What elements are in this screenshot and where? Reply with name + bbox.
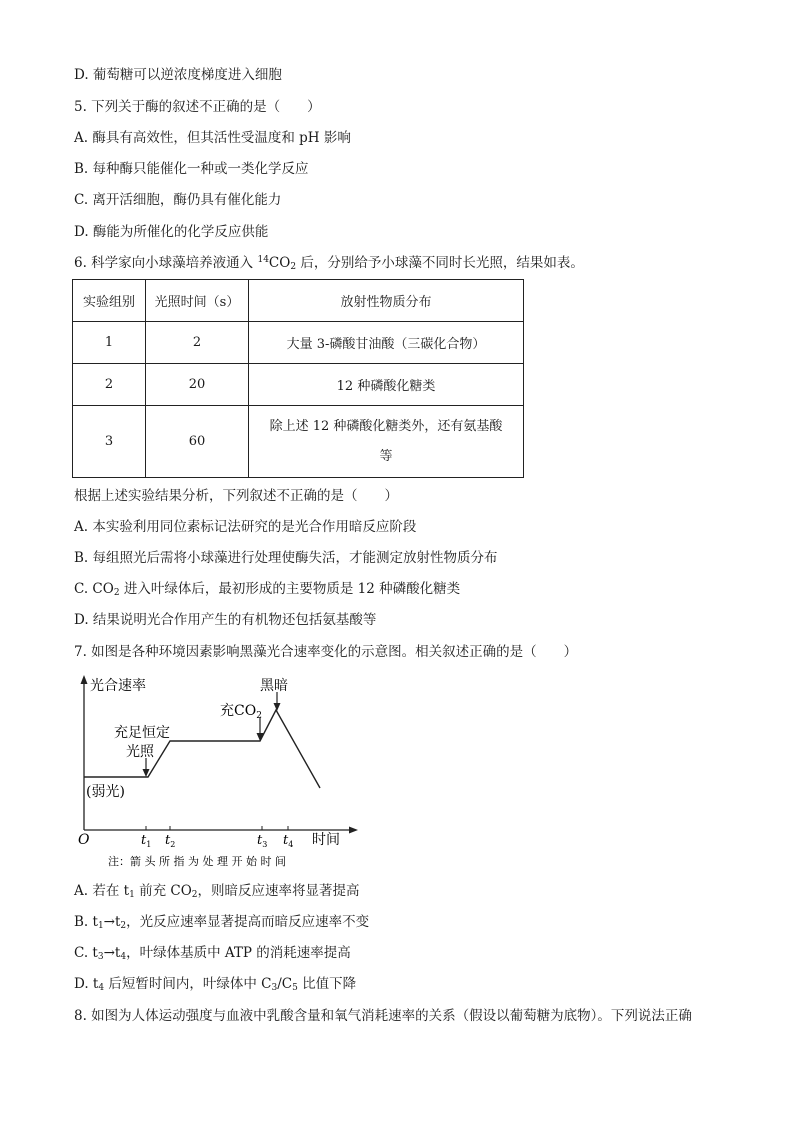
q5-option-d: D. 酶能为所催化的化学反应供能 (74, 224, 269, 240)
y-axis-label: 光合速率 (90, 678, 146, 694)
table-cell: 2 (146, 322, 249, 364)
q7-option-a: A. 若在 $t_1$ 前充 $CO_2$，则暗反应速率将显著提高 (74, 883, 360, 900)
label-co2: 充$CO_2$ (220, 703, 262, 721)
origin-label: O (78, 832, 90, 848)
header-group: 实验组别 (73, 280, 146, 322)
q6-question: 根据上述实验结果分析，下列叙述不正确的是（ ） (74, 488, 398, 504)
table-cell: 3 (73, 406, 146, 478)
table-cell: 60 (146, 406, 249, 478)
q5-stem: 5. 下列关于酶的叙述不正确的是（ ） (74, 99, 321, 115)
q6-stem: 6. 科学家向小球藻培养液通入 $^{14}CO_2$ 后，分别给予小球藻不同时长光照，结果如表。 (74, 255, 584, 272)
q6-results-table (72, 279, 524, 478)
table-row (73, 322, 524, 364)
q6-option-a: A. 本实验利用同位素标记法研究的是光合作用暗反应阶段 (74, 519, 417, 535)
header-distribution: 放射性物质分布 (249, 280, 524, 322)
q7-option-d: D. $t_4$ 后短暂时间内，叶绿体中 $C_3/C_5$ 比值下降 (74, 976, 357, 993)
q7-stem: 7. 如图是各种环境因素影响黑藻光合速率变化的示意图。相关叙述正确的是（ ） (74, 644, 578, 660)
table-cell: 大量 3-磷酸甘油酸（三碳化合物） (249, 322, 524, 364)
tick-label-t1: $t_1$ (141, 833, 152, 849)
table-cell: 20 (146, 364, 249, 406)
label-light-2: 光照 (126, 744, 154, 760)
tick-label-t2: $t_2$ (165, 833, 176, 849)
q7-option-c: C. $t_3\to t_4$，叶绿体基质中 ATP 的消耗速率提高 (74, 945, 351, 962)
q7-photosynthesis-figure (70, 670, 370, 870)
table-row (73, 406, 524, 478)
x-axis-label: 时间 (312, 832, 340, 848)
table-cell: 除上述 12 种磷酸化糖类外，还有氨基酸 等 (249, 406, 524, 478)
q6-option-b: B. 每组照光后需将小球藻进行处理使酶失活，才能测定放射性物质分布 (74, 550, 498, 566)
header-light-time: 光照时间（s） (146, 280, 249, 322)
table-header-row (73, 280, 524, 322)
q5-option-b: B. 每种酶只能催化一种或一类化学反应 (74, 161, 309, 177)
rate-curve (84, 710, 320, 788)
q6-option-d: D. 结果说明光合作用产生的有机物还包括氨基酸等 (74, 612, 377, 628)
figure-note: 注：箭 头 所 指 为 处 理 开 始 时 间 (108, 855, 286, 868)
q7-option-b: B. $t_1\to t_2$，光反应速率显著提高而暗反应速率不变 (74, 914, 370, 931)
q6-option-c: C. $CO_2$ 进入叶绿体后，最初形成的主要物质是 12 种磷酸化糖类 (74, 581, 461, 598)
table-cell: 1 (73, 322, 146, 364)
table-cell: 2 (73, 364, 146, 406)
y-axis-arrow (81, 675, 88, 684)
q5-option-a: A. 酶具有高效性，但其活性受温度和 pH 影响 (74, 130, 351, 146)
arrow-dark-head (274, 703, 281, 711)
table-row (73, 364, 524, 406)
tick-label-t4: $t_4$ (283, 833, 294, 849)
label-light-1: 充足恒定 (114, 725, 170, 741)
q8-stem: 8. 如图为人体运动强度与血液中乳酸含量和氧气消耗速率的关系（假设以葡萄糖为底物）。下列说法正确 (74, 1008, 692, 1024)
tick-label-t3: $t_3$ (257, 833, 268, 849)
label-dark: 黑暗 (260, 678, 288, 694)
q4-option-d: D. 葡萄糖可以逆浓度梯度进入细胞 (74, 67, 282, 83)
x-axis-arrow (349, 827, 358, 834)
q5-option-c: C. 离开活细胞，酶仍具有催化能力 (74, 192, 282, 208)
table-cell: 12 种磷酸化糖类 (249, 364, 524, 406)
label-weak-light: (弱光) (86, 784, 125, 800)
